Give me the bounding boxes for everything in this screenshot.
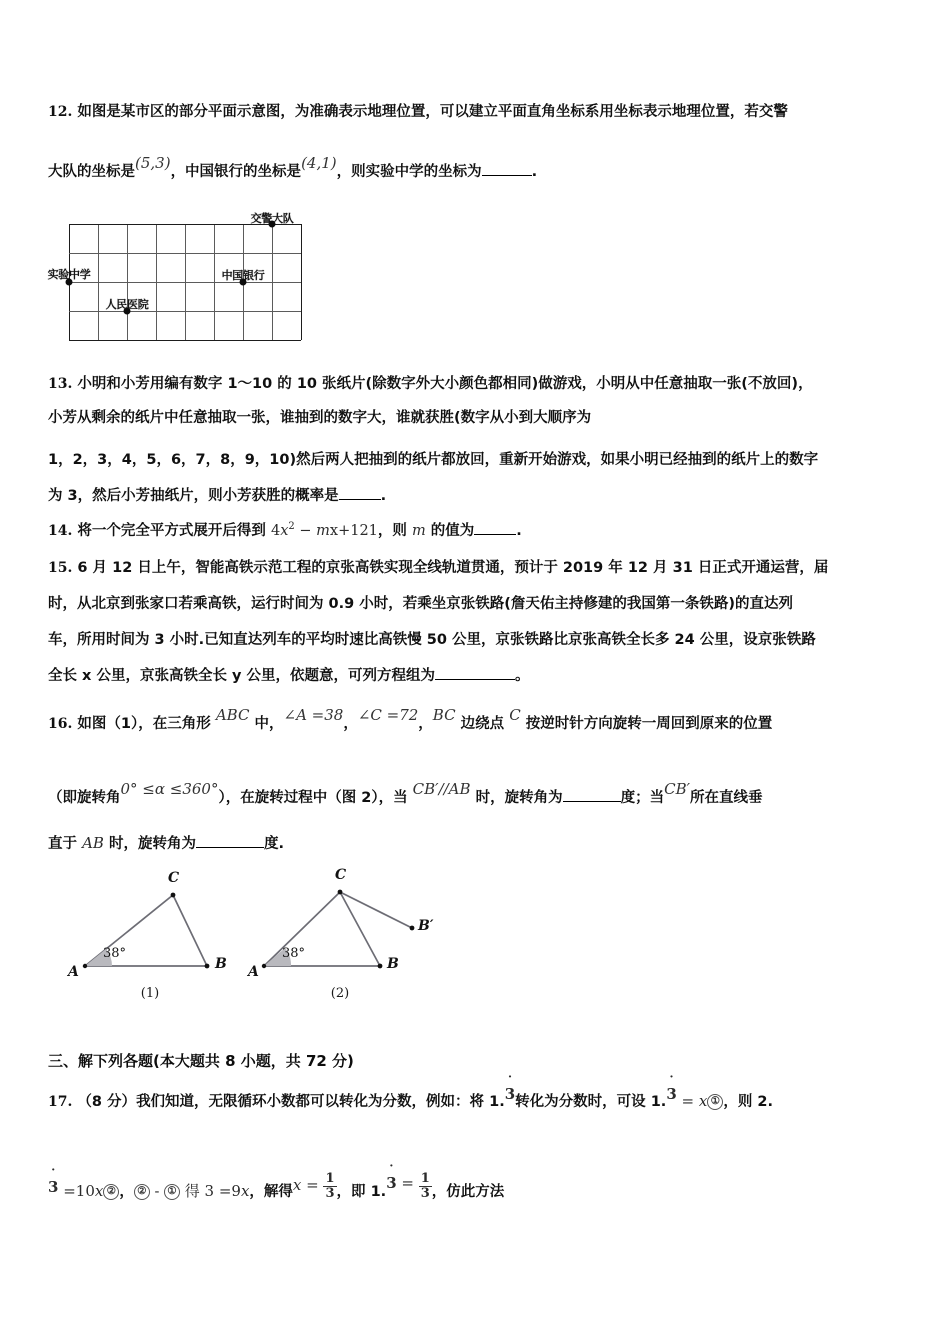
vertex-a-dot-2 [262, 964, 266, 968]
fraction-2-numerator: 1 [420, 1171, 430, 1186]
rotated-segment-cb-prime [340, 892, 412, 928]
map-grid-vline [301, 224, 302, 340]
expr-variable-x: x [280, 523, 289, 539]
question-12-line-1 [48, 100, 788, 121]
question-17-p6: ，解得 [249, 1184, 293, 1201]
question-13-text-1: 小明和小芳用编有数字 1～10 的 10 张纸片(除数字外大小颜色都相同)做游戏，小明从中任意抽取一张(不放回)， [77, 376, 813, 392]
vertex-c-dot-2 [338, 890, 343, 895]
cb-parallel-ab: CB′//AB [412, 780, 471, 798]
triangle-1-angle-label: 38° [103, 946, 127, 961]
cb-prime-label: CB′ [664, 780, 691, 798]
step-marker-2: ② [103, 1184, 119, 1200]
fraction-one-third-2 [419, 1172, 432, 1200]
question-16-l2-mid-1: ），在旋转过程中（图 2），当 [218, 790, 413, 806]
vertex-b-dot-1 [205, 964, 210, 969]
map-point-label: 实验中学 [47, 268, 91, 281]
answer-blank-16a[interactable] [563, 801, 621, 802]
angle-a-value: ∠A =38 [283, 706, 344, 724]
question-16-l2-mid-2: 时，旋转角为 [470, 790, 563, 806]
variable-x-3: x [240, 1182, 250, 1201]
triangle-2-vertex-b-prime-label: B′ [418, 918, 434, 934]
map-grid [47, 212, 301, 340]
triangle-1-vertex-a-label: A [68, 964, 79, 980]
fraction-2-denominator: 3 [420, 1185, 430, 1201]
fraction-1-numerator: 1 [325, 1171, 335, 1186]
question-13-line-2: 小芳从剩余的纸片中任意抽取一张，谁抽到的数字大，谁就获胜(数字从小到大顺序为 [48, 410, 592, 426]
city-map-figure [47, 200, 324, 350]
question-17-line-2 [48, 1171, 505, 1206]
question-17-p4: ， [119, 1184, 134, 1201]
map-grid-hline [69, 253, 301, 254]
question-16-l3-after: 度. [263, 836, 284, 852]
question-16-before: 如图（1），在三角形 [77, 716, 216, 732]
triangle-1-vertex-b-label: B [215, 956, 227, 972]
question-17-p8: ，仿此方法 [431, 1184, 505, 1201]
question-17-p1: 我们知道，无限循环小数都可以转化为分数，例如：将 1. [136, 1094, 505, 1110]
expr-exponent-2: 2 [288, 521, 295, 533]
question-16-mid-4: 边绕点 [455, 716, 510, 732]
question-16-l2-before: （即旋转角 [48, 790, 121, 806]
question-13-line-1 [48, 372, 813, 393]
triangle-1-vertex-c-label: C [168, 870, 180, 886]
question-16-line-3 [48, 832, 284, 853]
step-marker-3: ② [134, 1184, 150, 1200]
question-14-var-m: m [411, 523, 426, 539]
question-13-tail: . [380, 488, 387, 504]
map-point-label: 交警大队 [250, 212, 294, 225]
question-15-line-2: 时，从北京到张家口若乘高铁，运行时间为 0.9 小时，若乘坐京张铁路(詹天佑主持修建的我国第一条铁路)的直达列 [48, 596, 794, 612]
variable-x-4: x [292, 1176, 302, 1195]
equation-3-equals-9x: 得 3 =9 [179, 1182, 241, 1201]
question-17-p3: ，则 2. [723, 1094, 773, 1110]
answer-blank-15[interactable] [435, 679, 515, 680]
triangle-figure-2 [240, 866, 440, 1006]
question-12-after: ，则实验中学的坐标为 [336, 164, 482, 180]
answer-blank-14[interactable] [474, 534, 516, 535]
question-15-tail: 。 [515, 668, 530, 684]
repeating-decimal-3-a: ˙ 3 [505, 1085, 515, 1103]
question-17-p7: ，即 1. [336, 1184, 387, 1201]
question-16-line-1 [48, 706, 773, 733]
angle-c-value: ∠C =72 [357, 706, 419, 724]
question-16-l2-after: 所在直线垂 [690, 790, 763, 806]
fraction-1-denominator: 3 [325, 1185, 335, 1201]
question-16-after: 按逆时针方向旋转一周回到原来的位置 [520, 716, 773, 732]
repeating-decimal-3-d: ˙ 3 [386, 1174, 396, 1192]
question-13-line-3: 1，2，3，4，5，6，7，8，9，10)然后两人把抽到的纸片都放回，重新开始游戏，如果小明已经抽到的纸片上的数字 [48, 452, 819, 468]
equals-10x: =10 [58, 1182, 95, 1201]
step-marker-1: ① [707, 1094, 723, 1110]
vertex-b-prime-dot [410, 926, 415, 931]
variable-x-1: x [698, 1092, 708, 1110]
answer-blank-16b[interactable] [196, 847, 264, 848]
expr-minus: − [294, 523, 317, 539]
section-header-three: 三、解下列各题(本大题共 8 小题，共 72 分) [48, 1052, 354, 1070]
map-grid-hline [69, 282, 301, 283]
question-14-line [48, 519, 522, 540]
triangle-2-vertex-b-label: B [387, 956, 399, 972]
triangle-2-svg [240, 866, 440, 984]
question-15-line-4 [48, 664, 530, 685]
question-16-mid-2: ， [343, 716, 358, 732]
vertex-b-dot-2 [378, 964, 383, 969]
repeating-decimal-3-b: ˙ 3 [666, 1085, 676, 1103]
rotation-angle-range: 0° ≤α ≤360° [120, 780, 219, 798]
map-grid-hline [69, 311, 301, 312]
question-15-line-1 [48, 556, 828, 577]
map-point-label: 人民医院 [105, 298, 149, 311]
equals-sign-1: = [676, 1092, 699, 1110]
question-12-middle: ，中国银行的坐标是 [170, 164, 302, 180]
question-16-l3-mid: 时，旋转角为 [103, 836, 196, 852]
expr-variable-m: m [316, 523, 330, 539]
question-16-l2-mid-3: 度；当 [620, 790, 665, 806]
question-16-line-2 [48, 780, 763, 807]
map-point-label: 中国银行 [221, 269, 265, 282]
triangle-1-caption: (1) [140, 986, 160, 1001]
triangle-2-vertex-a-label: A [248, 964, 259, 980]
question-14-tail: . [516, 523, 522, 539]
repeating-decimal-3-c: ˙ 3 [48, 1178, 58, 1196]
question-16-number: 16. [48, 716, 73, 732]
segment-ab-label: AB [82, 834, 104, 852]
question-17-line-1 [48, 1085, 773, 1111]
triangle-2-vertex-c-label: C [335, 867, 347, 883]
map-grid-hline [69, 340, 301, 341]
question-12-tail: . [531, 164, 538, 180]
equals-sign-3: = [301, 1176, 324, 1195]
vertex-c-dot-1 [171, 893, 176, 898]
question-15-text-1: 6 月 12 日上午，智能高铁示范工程的京张高铁实现全线轨道贯通，预计于 2019 年 12 月 31 日正式开通运营，届 [77, 560, 829, 576]
question-16-mid-1: 中， [249, 716, 284, 732]
question-16-mid-3: ， [418, 716, 433, 732]
coordinate-5-3: (5,3) [135, 154, 171, 172]
question-12-before: 大队的坐标是 [48, 164, 135, 180]
question-14-before: 将一个完全平方式展开后得到 [77, 523, 271, 539]
coordinate-4-1: (4,1) [301, 154, 337, 172]
question-12-text-1: 如图是某市区的部分平面示意图，为准确表示地理位置，可以建立平面直角坐标系用坐标表示地理位置，若交警 [77, 104, 788, 120]
expr-rest: x+121 [329, 523, 378, 539]
question-14-after: 的值为 [425, 523, 475, 539]
question-14-middle: ，则 [377, 523, 412, 539]
triangle-2-caption: (2) [330, 986, 350, 1001]
question-13-number: 13. [48, 376, 73, 392]
question-12-line-2 [48, 154, 538, 181]
triangle-abc-label: ABC [215, 706, 250, 724]
question-17-p2: 转化为分数时，可设 1. [515, 1094, 667, 1110]
segment-bc-label: BC [432, 706, 456, 724]
variable-x-2: x [94, 1182, 104, 1201]
question-13-text-4: 为 3，然后小芳抽纸片，则小芳获胜的概率是 [48, 488, 339, 504]
question-13-line-4 [48, 484, 386, 505]
question-14-number: 14. [48, 523, 73, 539]
minus-sign: - [149, 1184, 164, 1201]
point-c-label: C [509, 706, 521, 724]
expr-coefficient-4: 4 [270, 523, 281, 539]
question-15-line-3: 车，所用时间为 3 小时.已知直达列车的平均时速比高铁慢 50 公里，京张铁路比京张高铁全长多 24 公里，设京张铁路 [48, 632, 816, 648]
fraction-one-third-1 [323, 1172, 336, 1200]
question-15-number: 15. [48, 560, 73, 576]
question-16-l3-before: 直于 [48, 836, 83, 852]
question-12-number: 12. [48, 104, 73, 120]
triangle-figure-1 [55, 866, 245, 1006]
answer-blank-13[interactable] [339, 499, 381, 500]
equals-sign-4: = [396, 1174, 419, 1193]
question-17-score: （8 分） [77, 1094, 137, 1110]
triangle-2-angle-label: 38° [282, 946, 306, 961]
answer-blank-12[interactable] [482, 175, 532, 176]
question-17-number: 17. [48, 1094, 73, 1110]
vertex-a-dot-1 [83, 964, 87, 968]
question-15-text-4: 全长 x 公里，京张高铁全长 y 公里，依题意，可列方程组为 [48, 668, 435, 684]
step-marker-4: ① [164, 1184, 180, 1200]
